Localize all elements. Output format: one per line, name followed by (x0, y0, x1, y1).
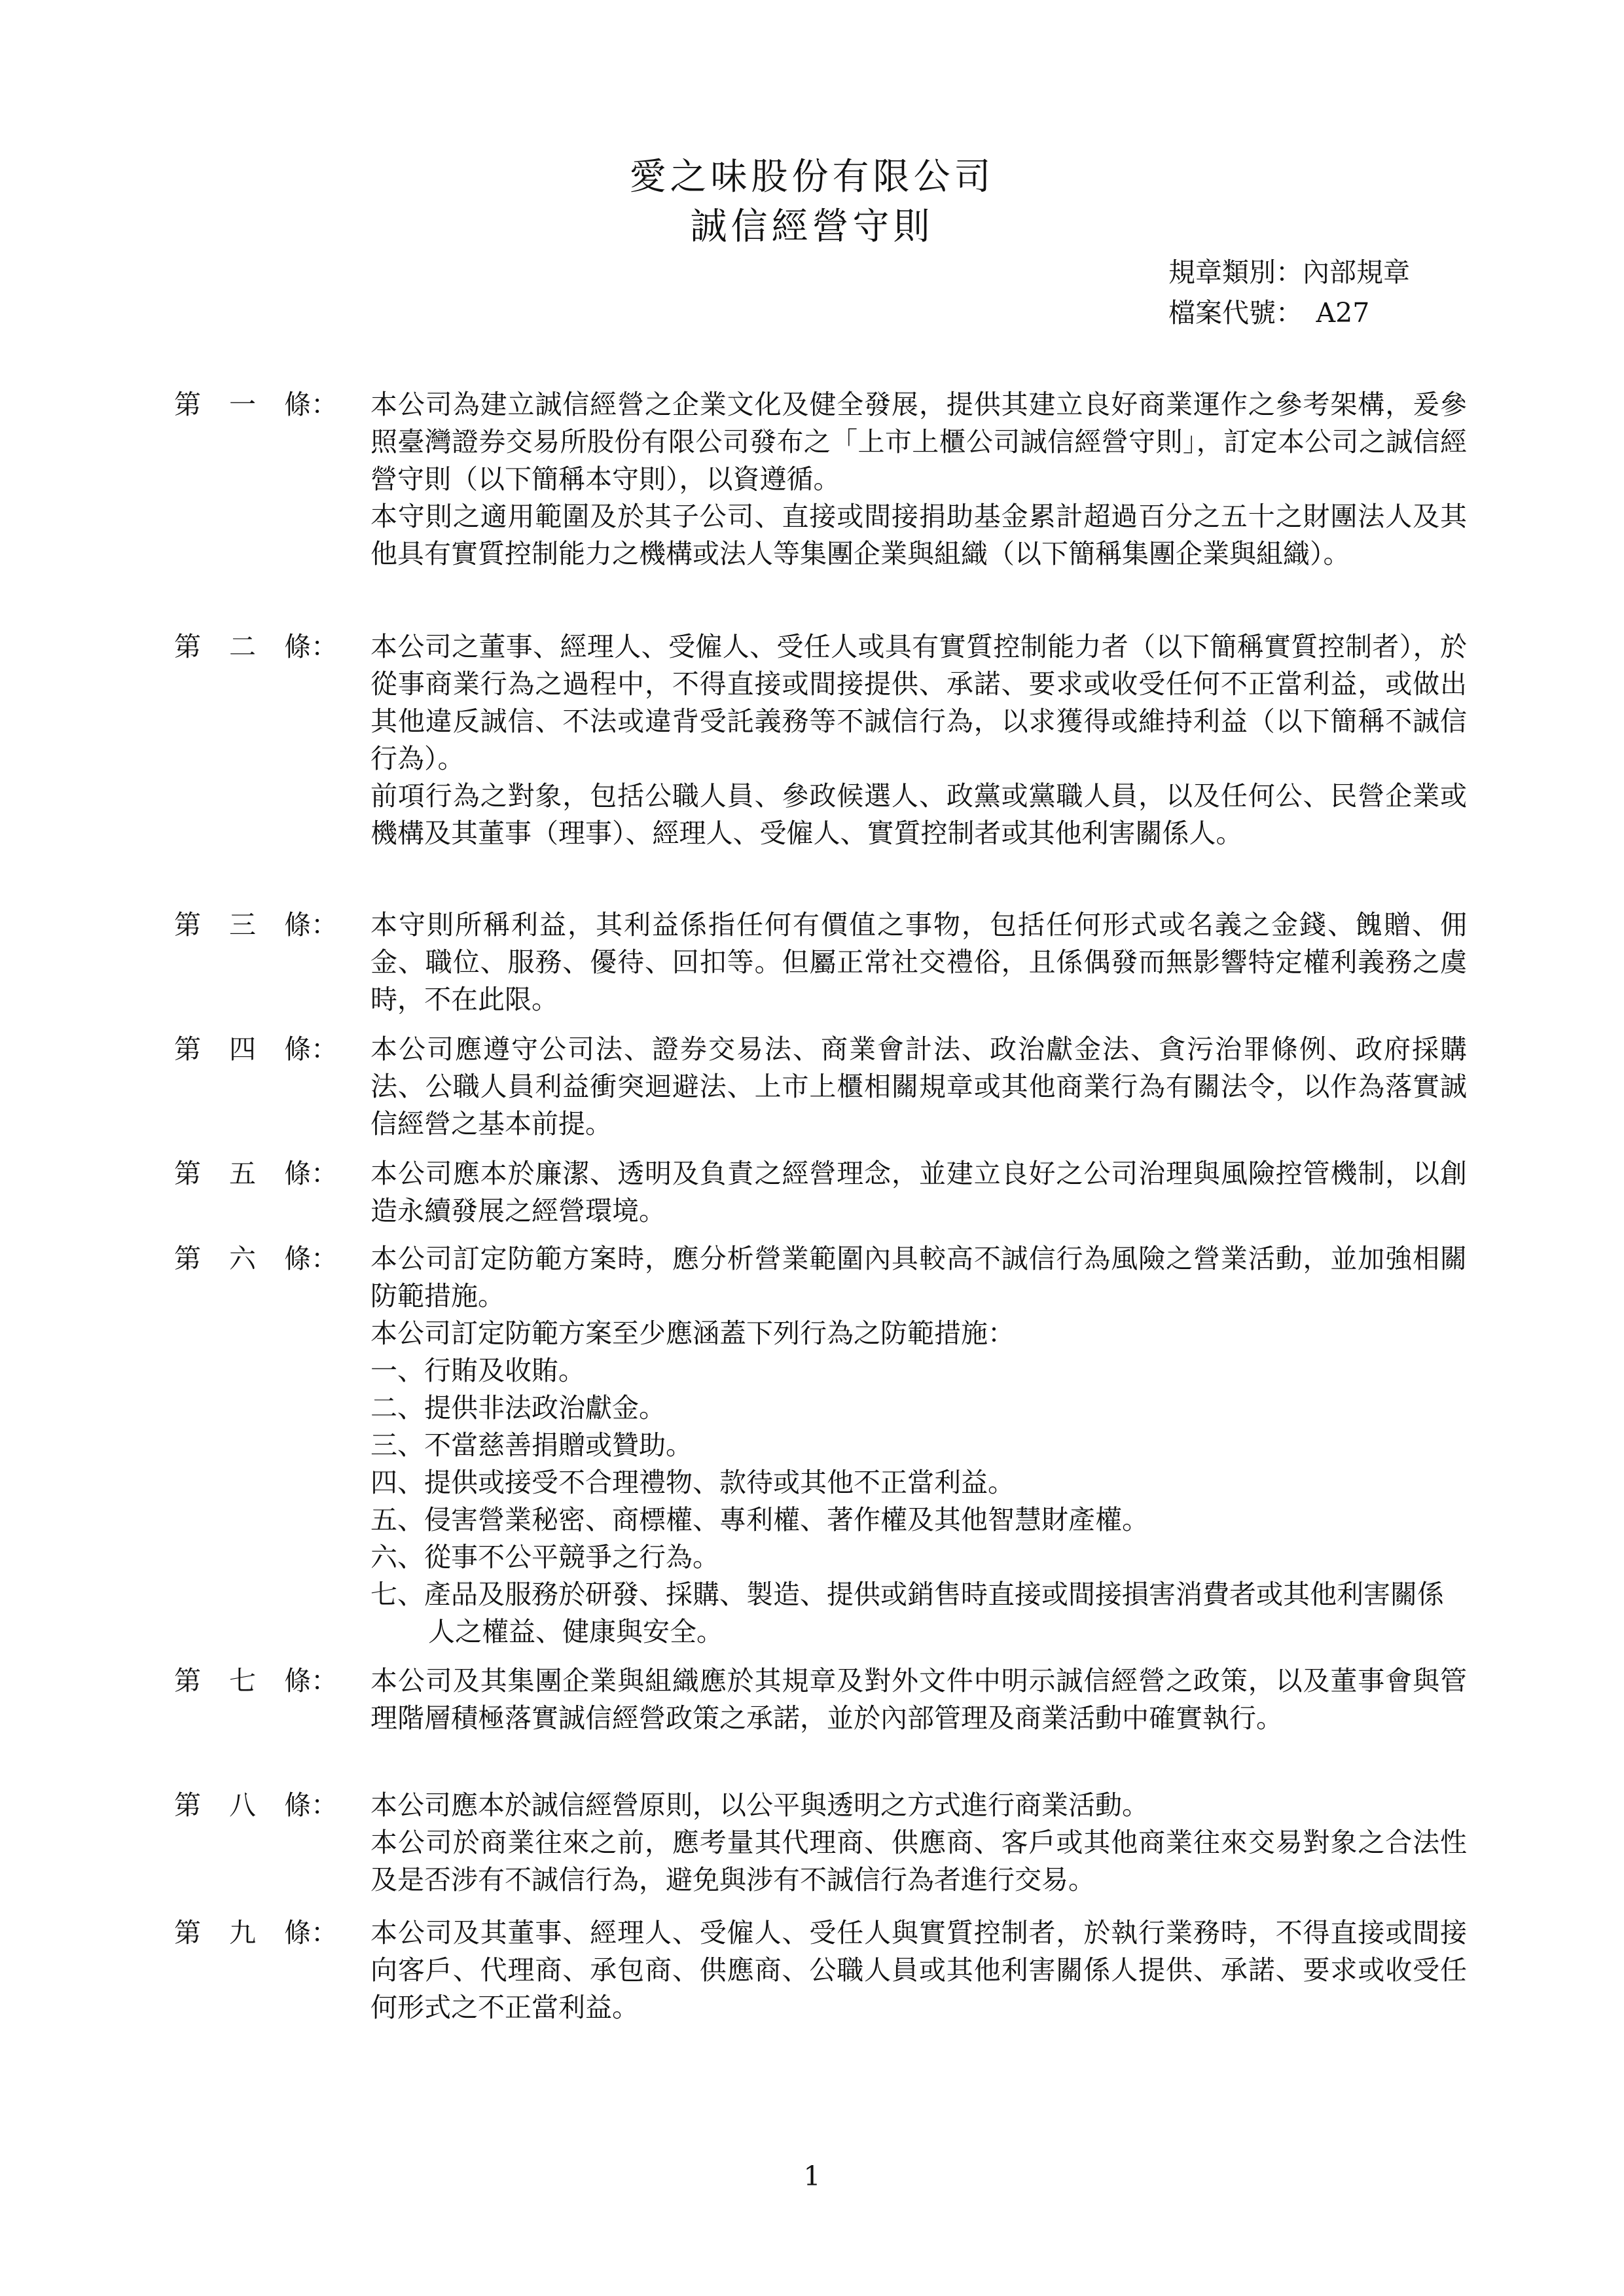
article-label: 第 一 條： (174, 389, 338, 420)
page-number: 1 (803, 2161, 821, 2192)
article-paragraph: 本公司及其集團企業與組織應於其規章及對外文件中明示誠信經營之政策，以及董事會與管理階層積極落實誠信經營政策之承諾，並於內部管理及商業活動中確實執行。 (370, 1665, 1467, 1734)
article-7 (174, 1662, 1483, 1737)
article-5 (174, 1155, 1483, 1230)
article-8 (174, 1787, 1483, 1899)
article-1 (174, 386, 1483, 573)
article-4 (174, 1031, 1483, 1143)
article-9 (174, 1914, 1483, 2026)
list-item: 二、提供非法政治獻金。 (370, 1392, 666, 1424)
article-label: 第 七 條： (174, 1665, 338, 1696)
article-label: 第 四 條： (174, 1033, 338, 1065)
file-code: 檔案代號： A27 (1168, 297, 1370, 329)
article-label: 第 六 條： (174, 1243, 338, 1274)
article-label: 第 九 條： (174, 1917, 338, 1948)
list-item: 五、侵害營業秘密、商標權、專利權、著作權及其他智慧財產權。 (370, 1504, 1149, 1535)
list-item: 七、產品及服務於研發、採購、製造、提供或銷售時直接或間接損害消費者或其他利害關係人之權益、健康與安全。 (370, 1579, 1444, 1647)
article-label: 第 三 條： (174, 909, 338, 941)
document-subtitle: 誠信經營守則 (690, 206, 934, 248)
regulation-category: 規章類別：內部規章 (1168, 257, 1410, 288)
article-3 (174, 906, 1483, 1018)
list-item: 一、行賄及收賄。 (370, 1355, 585, 1386)
article-label: 第 二 條： (174, 631, 338, 662)
document-title: 愛之味股份有限公司 (629, 156, 995, 198)
article-paragraph: 本公司訂定防範方案時，應分析營業範圍內具較高不誠信行為風險之營業活動，並加強相關防範措施。 (370, 1243, 1467, 1312)
article-paragraph: 本公司為建立誠信經營之企業文化及健全發展，提供其建立良好商業運作之參考架構，爰參照臺灣證券交易所股份有限公司發布之「上市上櫃公司誠信經營守則」，訂定本公司之誠信經營守則（以下簡稱本守則），以資遵循。 (370, 389, 1467, 495)
article-6 (174, 1240, 1483, 1651)
article-paragraph: 本公司之董事、經理人、受僱人、受任人或具有實質控制能力者（以下簡稱實質控制者），於從事商業行為之過程中，不得直接或間接提供、承諾、要求或收受任何不正當利益，或做出其他違反誠信、不法或違背受託義務等不誠信行為，以求獲得或維持利益（以下簡稱不誠信行為）。 (370, 631, 1467, 774)
article-paragraph: 本公司應遵守公司法、證券交易法、商業會計法、政治獻金法、貪污治罪條例、政府採購法、公職人員利益衝突迴避法、上市上櫃相關規章或其他商業行為有關法令，以作為落實誠信經營之基本前提。 (370, 1033, 1467, 1139)
list-item: 四、提供或接受不合理禮物、款待或其他不正當利益。 (370, 1467, 1015, 1498)
article-paragraph: 本守則之適用範圍及於其子公司、直接或間接捐助基金累計超過百分之五十之財團法人及其他具有實質控制能力之機構或法人等集團企業與組織（以下簡稱集團企業與組織）。 (370, 501, 1467, 569)
article-label: 第 五 條： (174, 1158, 338, 1189)
article-paragraph: 前項行為之對象，包括公職人員、參政候選人、政黨或黨職人員，以及任何公、民營企業或機構及其董事（理事）、經理人、受僱人、實質控制者或其他利害關係人。 (370, 780, 1467, 849)
list-item: 三、不當慈善捐贈或贊助。 (370, 1429, 693, 1461)
list-item: 六、從事不公平競爭之行為。 (370, 1541, 719, 1573)
article-paragraph: 本公司訂定防範方案至少應涵蓋下列行為之防範措施： (370, 1318, 1015, 1349)
article-2 (174, 628, 1483, 852)
article-paragraph: 本公司應本於誠信經營原則，以公平與透明之方式進行商業活動。 (370, 1789, 1149, 1821)
article-paragraph: 本公司應本於廉潔、透明及負責之經營理念，並建立良好之公司治理與風險控管機制，以創造永續發展之經營環境。 (370, 1158, 1467, 1227)
article-label: 第 八 條： (174, 1789, 338, 1821)
article-paragraph: 本守則所稱利益，其利益係指任何有價值之事物，包括任何形式或名義之金錢、餽贈、佣金、職位、服務、優待、回扣等。但屬正常社交禮俗，且係偶發而無影響特定權利義務之虞時，不在此限。 (370, 909, 1467, 1015)
article-paragraph: 本公司及其董事、經理人、受僱人、受任人與實質控制者，於執行業務時，不得直接或間接向客戶、代理商、承包商、供應商、公職人員或其他利害關係人提供、承諾、要求或收受任何形式之不正當利益。 (370, 1917, 1467, 2023)
article-paragraph: 本公司於商業往來之前，應考量其代理商、供應商、客戶或其他商業往來交易對象之合法性及是否涉有不誠信行為，避免與涉有不誠信行為者進行交易。 (370, 1827, 1467, 1895)
